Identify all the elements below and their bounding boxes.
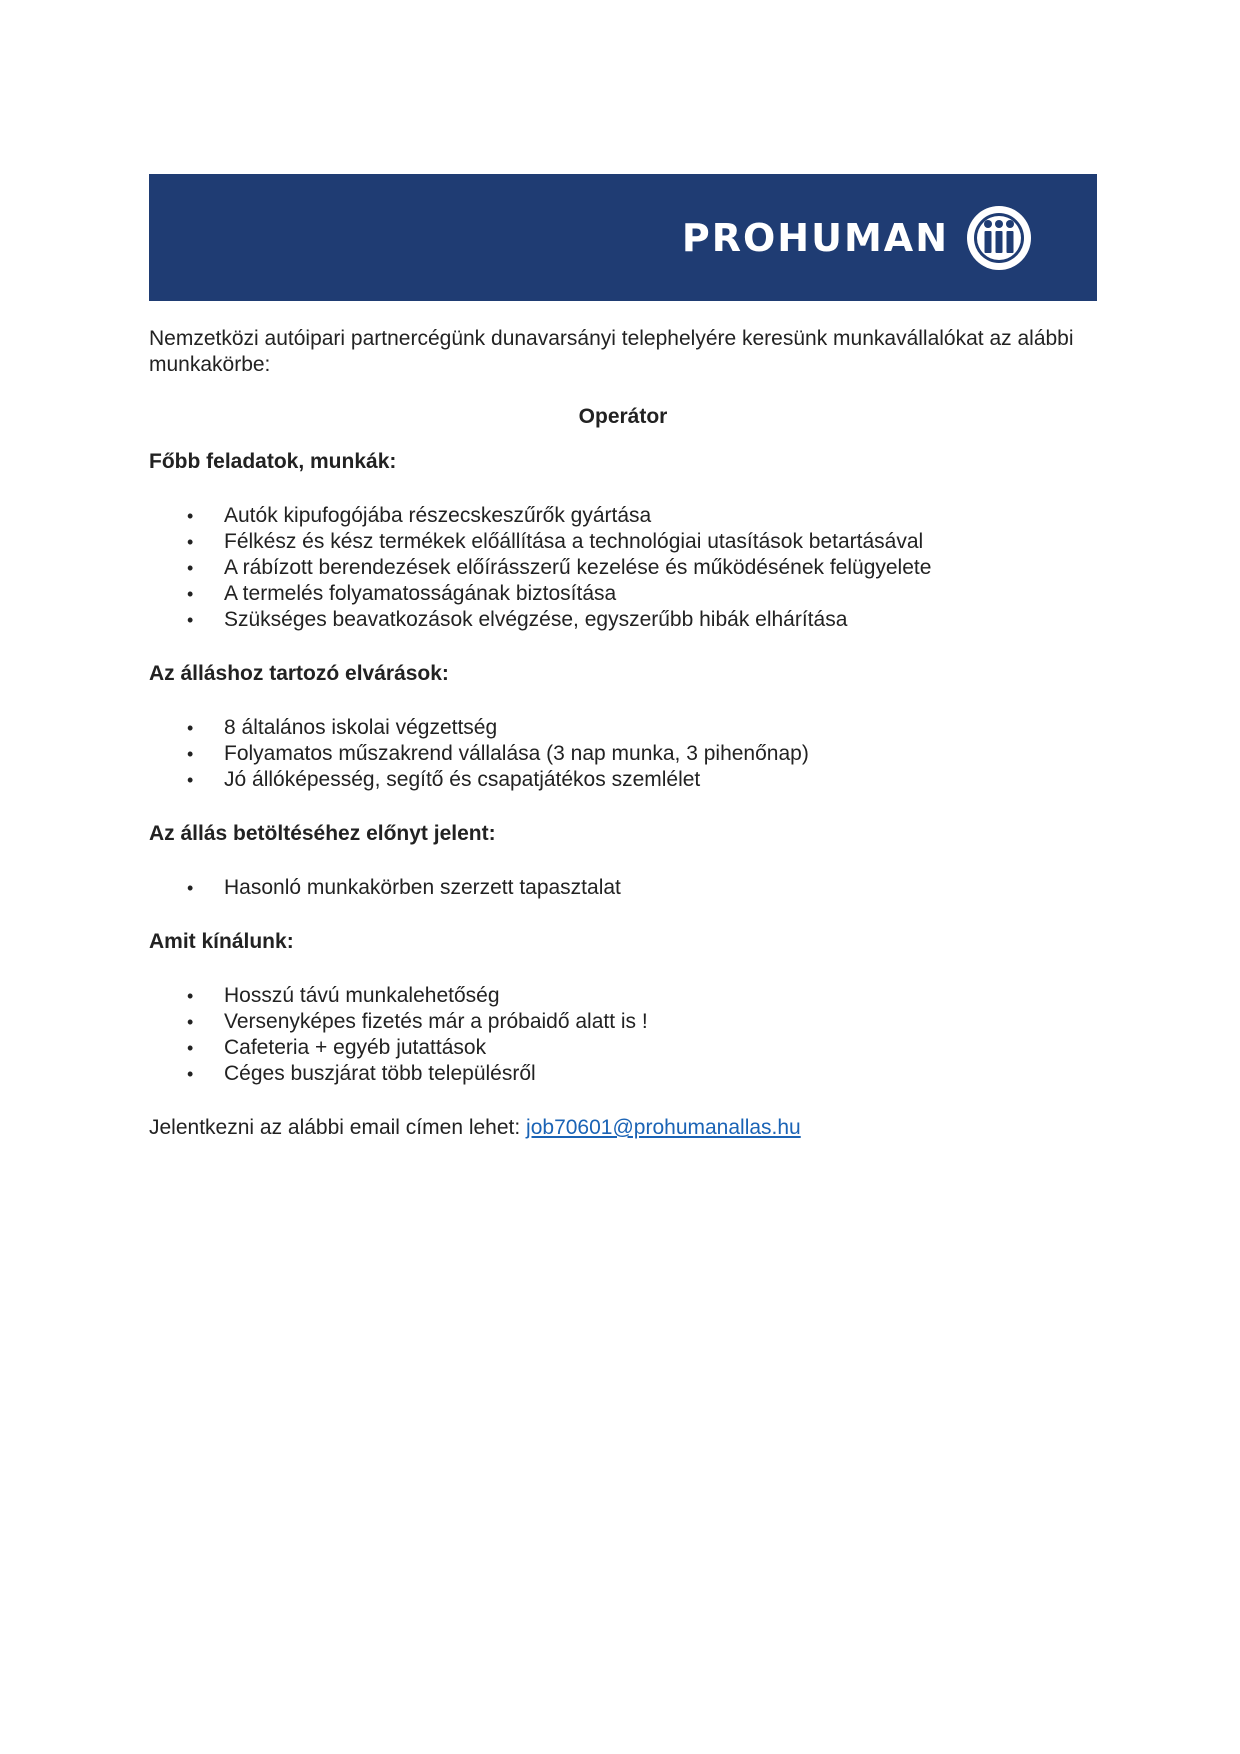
bullet-icon: • (187, 1064, 194, 1084)
logo-text: PROHUMAN (681, 216, 949, 260)
contact-label: Jelentkezni az alábbi email címen lehet: (149, 1116, 527, 1139)
list-item: • Félkész és kész termékek előállítása a technológiai utasítások betartásával (187, 530, 924, 553)
contact-line (149, 1115, 1097, 1141)
bullet-icon: • (187, 610, 194, 630)
bullet-icon: • (187, 584, 194, 604)
bullet-icon: • (187, 878, 194, 898)
job-title: Operátor (578, 405, 668, 428)
intro-paragraph: Nemzetközi autóipari partnercégünk dunavarsányi telephelyére keresünk munkavállalókat az alábbi munkakörbe: (149, 327, 1074, 376)
bullet-icon: • (187, 1012, 194, 1032)
list-item: • A termelés folyamatosságának biztosítása (187, 582, 617, 605)
list-item: • Hosszú távú munkalehetőség (187, 984, 500, 1007)
list-item: • A rábízott berendezések előírásszerű kezelése és működésének felügyelete (187, 556, 932, 579)
contact-email-link[interactable]: job70601@prohumanallas.hu (526, 1116, 801, 1139)
list-item: • Céges buszjárat több településről (187, 1062, 536, 1085)
bullet-icon: • (187, 718, 194, 738)
offer-list (149, 983, 1097, 1087)
prohuman-logo (682, 204, 1033, 272)
document-body (149, 326, 1097, 1141)
document-page (149, 174, 1097, 1141)
list-item: • Hasonló munkakörben szerzett tapasztalat (187, 876, 621, 899)
list-item: • Versenyképes fizetés már a próbaidő alatt is ! (187, 1010, 648, 1033)
bullet-icon: • (187, 532, 194, 552)
list-item: • Szükséges beavatkozások elvégzése, egyszerűbb hibák elhárítása (187, 608, 848, 631)
list-item: • Autók kipufogójába részecskeszűrők gyártása (187, 504, 652, 527)
bullet-icon: • (187, 506, 194, 526)
section-title-requirements: Az álláshoz tartozó elvárások: (149, 662, 449, 685)
bullet-icon: • (187, 770, 194, 790)
bullet-icon: • (187, 1038, 194, 1058)
bullet-icon: • (187, 558, 194, 578)
advantages-list (149, 875, 1097, 901)
requirements-list (149, 715, 1097, 793)
list-item: • Folyamatos műszakrend vállalása (3 nap munka, 3 pihenőnap) (187, 742, 809, 765)
list-item: • Jó állóképesség, segítő és csapatjátékos szemlélet (187, 768, 701, 791)
bullet-icon: • (187, 986, 194, 1006)
section-title-tasks: Főbb feladatok, munkák: (149, 450, 397, 473)
header-banner (149, 174, 1097, 301)
bullet-icon: • (187, 744, 194, 764)
tasks-list (149, 503, 1097, 633)
section-title-advantages: Az állás betöltéséhez előnyt jelent: (149, 822, 496, 845)
prohuman-iii-icon (965, 204, 1033, 272)
section-title-offer: Amit kínálunk: (149, 930, 294, 953)
list-item: • 8 általános iskolai végzettség (187, 716, 498, 739)
list-item: • Cafeteria + egyéb jutattások (187, 1036, 487, 1059)
